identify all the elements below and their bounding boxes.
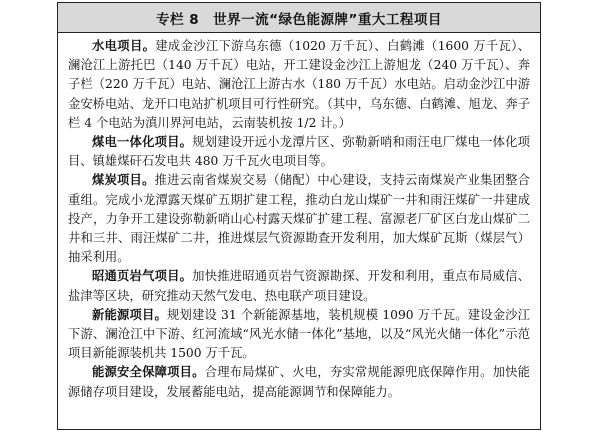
feature-panel [57,2,541,430]
paragraph-heading: 昭通页岩气项目。 [92,269,193,284]
paragraph-text: 推进云南省煤炭交易（储配）中心建设，支持云南煤炭产业集团整合重组。完成小龙潭露天煤矿五期扩建工程，推动白龙山煤矿一井和雨汪煤矿一井建成投产，力争开工建设弥勒新哨山心村露天煤矿扩建工程、富源老厂矿区白龙山煤矿二井和三井、雨汪煤矿二井，推进煤层气资源勘查开发利用，加大煤矿瓦斯（煤层气）抽采利用。 [68,173,530,265]
paragraph-energy-security [68,363,530,401]
paragraph-text: 规划建设开远小龙潭片区、弥勒新哨和雨汪电厂煤电一体化项目、镇雄煤矸石发电共 480 万千瓦火电项目等。 [68,135,530,169]
paragraph-text: 合理布局煤矿、火电，夯实常规能源兜底保障作用。加快能源储存项目建设，发展蓄能电站，提高能源调节和保障能力。 [68,365,530,399]
panel-header [58,3,540,33]
paragraph-heading: 能源安全保障项目。 [92,365,205,380]
paragraph-new-energy [68,306,530,364]
paragraph-heading: 水电项目。 [92,39,156,53]
paragraph-text: 规划建设 31 个新能源基地，装机规模 1090 万千瓦。建设金沙江下游、澜沧江中下游、红河流域“风光水储一体化”基地，以及“风光火储一体化”示范项目新能源装机共 1500 万千瓦。 [68,307,530,361]
panel-label: 专栏 8 [156,11,200,28]
paragraph-heading: 煤电一体化项目。 [92,135,193,150]
paragraph-coal [68,171,530,267]
paragraph-hydropower [68,37,530,133]
paragraph-heading: 煤炭项目。 [92,173,155,188]
paragraph-text: 建成金沙江下游乌东德（1020 万千瓦）、白鹤滩（1600 万千瓦）、澜沧江上游托巴（140 万千瓦）电站，开工建设金沙江上游旭龙（240 万千瓦）、奔子栏（220 万千瓦）电站、澜沧江上游古水（180 万千瓦）水电站。启动金沙江中游金安桥电站、龙开口电站扩机项目可行性研究。（其中，乌东德、白鹤滩、旭龙、奔子栏 4 个电站为滇川界河电站，云南装机按 1/2 计。） [68,39,530,130]
paragraph-text: 加快推进昭通页岩气资源勘探、开发和利用，重点布局威信、盐津等区块，研究推动天然气发电、热电联产项目建设。 [68,269,530,303]
panel-body [58,33,540,402]
panel-title: 世界一流“绿色能源牌”重大工程项目 [213,11,442,28]
paragraph-heading: 新能源项目。 [92,307,167,322]
paragraph-shale-gas [68,267,530,305]
paragraph-coal-power [68,133,530,171]
